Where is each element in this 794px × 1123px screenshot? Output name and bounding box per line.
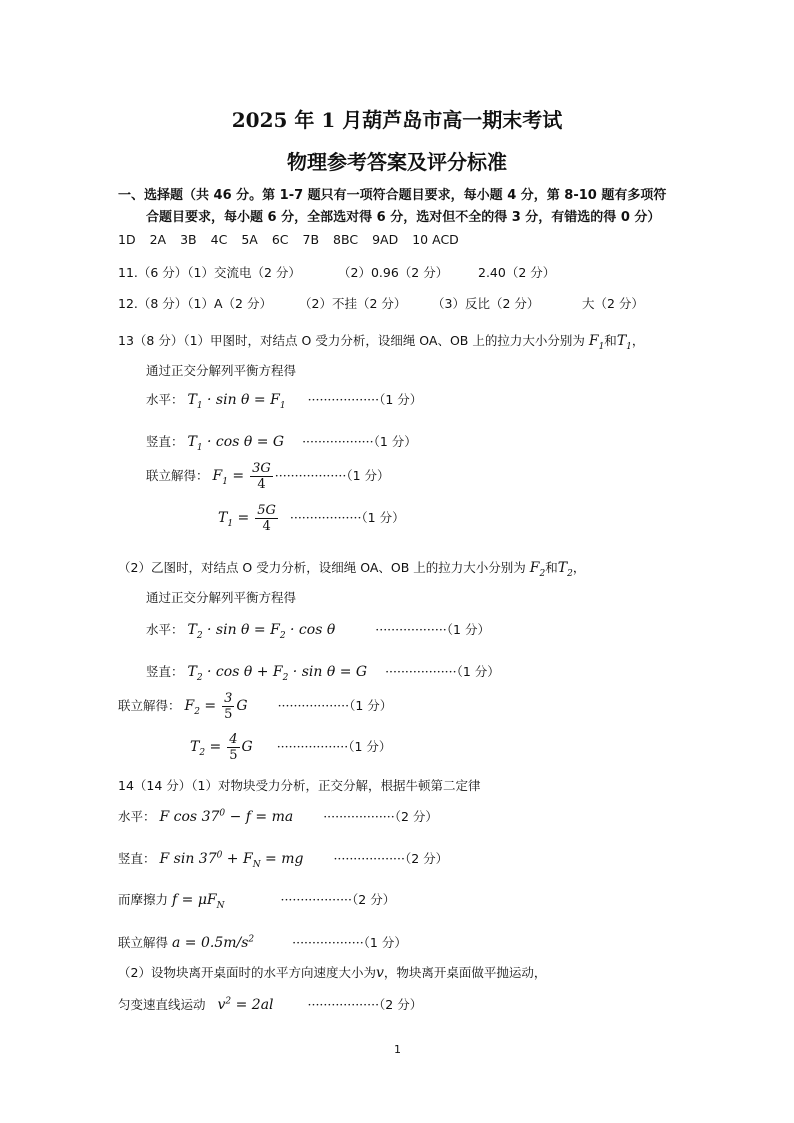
dots: ··················: [277, 698, 350, 713]
uniform-motion-label: 匀变速直线运动: [118, 997, 206, 1012]
q14-part2-text: （2）设物块离开桌面时的水平方向速度大小为: [118, 965, 376, 980]
section1-line2: 合题目要求，每小题 6 分，全部选对得 6 分，选对但不全的得 3 分，有错选的得 0 分）: [146, 210, 661, 225]
choice-3: 3B: [180, 232, 197, 247]
choice-5: 5A: [241, 232, 258, 247]
horizontal-label: 水平：: [118, 809, 156, 824]
q11-part2: （2）0.96（2 分）: [338, 265, 449, 280]
choice-10: 10 ACD: [412, 232, 459, 247]
score: （1 分）: [348, 739, 392, 754]
dots: ··················: [385, 664, 457, 679]
dots: ··················: [302, 434, 374, 449]
choice-4: 4C: [210, 232, 228, 247]
score: （2 分）: [379, 997, 423, 1012]
q13-intro-text: 13（8 分）（1）甲图时，对结点 O 受力分析，设细绳 OA、OB 上的拉力大小分别为: [118, 333, 585, 348]
score: （1 分）: [379, 392, 423, 407]
choice-6: 6C: [271, 232, 289, 247]
score: （2 分）: [394, 809, 438, 824]
choices-row: [118, 232, 459, 247]
q13-intro2: 通过正交分解列平衡方程得: [146, 363, 297, 378]
horizontal-label: 水平：: [146, 622, 184, 637]
q12-part4: 大（2 分）: [582, 296, 644, 311]
vertical-label: 竖直：: [146, 664, 184, 679]
q14-intro: 14（14 分）（1）对物块受力分析，正交分解，根据牛顿第二定律: [118, 778, 481, 793]
friction-label: 而摩擦力: [118, 892, 169, 907]
solve-label: 联立解得: [118, 935, 169, 950]
q13-eq1: 水平： $T_1 \cdot \sin \theta = F_1 \cdot\cdot\cdot\cdot\cdot\cdot\cdot\cdot\cdot\cdot\cdot\cdot\cdot\cdot\cdot\cdot\cdot\cdot(1$ 分）: [146, 392, 423, 411]
score: （1 分）: [349, 698, 393, 713]
choice-9: 9AD: [372, 232, 399, 247]
score: （1 分）: [363, 935, 407, 950]
dots: ··················: [323, 809, 395, 824]
q14-eq2: 竖直： F $\sin 37^0 + F_N$ = mg ··················（2 分）: [118, 850, 449, 870]
f1-symbol: $F_1$: [588, 333, 605, 352]
dots: ··················: [307, 997, 380, 1012]
q12-part3: （3）反比（2 分）: [432, 296, 540, 311]
q13-eq7: 联立解得： $F_2$ = $\frac{3}{5}$ G ··················（1 分）: [118, 691, 393, 722]
choice-8: 8BC: [333, 232, 359, 247]
q14-eq5: 匀变速直线运动 $v^2 = 2al \cdot\cdot\cdot\cdot\cdot\cdot\cdot\cdot\cdot\cdot\cdot\cdot\cdot\cdot\cdot\cdot\cdot\cdot(2$ 分）: [118, 996, 423, 1013]
q13-eq5: 水平： $T_2 \cdot \sin \theta = F_2 \cdot \cos \theta \cdot\cdot\cdot\cdot\cdot\cdot\cdot\cdot\cdot\cdot\cdot\cdot\cdot\cdot\cdot\cdot\cdot\cdot(1$ 分）: [146, 622, 490, 641]
page-number: 1: [394, 1043, 401, 1056]
q13-eq6: 竖直： $T_2 \cdot \cos \theta + F_2 \cdot \sin \theta = G \cdot\cdot\cdot\cdot\cdot\cdot\cdot\cdot\cdot\cdot\cdot\cdot\cdot\cdot\cdot\cdot\cdot\cdot(1$ 分）: [146, 664, 500, 683]
q13-eq2: 竖直： $T_1 \cdot \cos \theta = G \cdot\cdot\cdot\cdot\cdot\cdot\cdot\cdot\cdot\cdot\cdot\cdot\cdot\cdot\cdot\cdot\cdot\cdot(1$ 分）: [146, 434, 417, 453]
horizontal-label: 水平：: [146, 392, 184, 407]
q12-part1: 12.（8 分）（1）A（2 分）: [118, 296, 272, 311]
dots: ··················: [333, 851, 405, 866]
q11-part3: 2.40（2 分）: [478, 265, 556, 280]
q14-part2b-text: ，物块离开桌面做平抛运动，: [383, 965, 547, 980]
dots: ··················: [276, 739, 349, 754]
dots: ··················: [280, 892, 353, 907]
q14-eq4: 联立解得 $a = 0.5m/s^2 \cdot\cdot\cdot\cdot\cdot\cdot\cdot\cdot\cdot\cdot\cdot\cdot\cdot\cdot\cdot\cdot\cdot\cdot(1$ 分）: [118, 934, 407, 951]
q13-eq8: $T_2$ = $\frac{4}{5}$ G ··················（1 分）: [190, 732, 392, 763]
q13-part2-text: （2）乙图时，对结点 O 受力分析，设细绳 OA、OB 上的拉力大小分别为: [118, 560, 526, 575]
vertical-label: 竖直：: [146, 434, 184, 449]
score: （1 分）: [456, 664, 500, 679]
answer-title: 物理参考答案及评分标准: [287, 150, 507, 174]
dots: ··················: [289, 510, 362, 525]
score: （1 分）: [361, 510, 405, 525]
dots: ··················: [307, 392, 380, 407]
q13-intro: 13（8 分）（1）甲图时，对结点 O 受力分析，设细绳 OA、OB 上的拉力大小分别为 $F_1$和$T_1$，: [118, 333, 645, 352]
q13-eq3: 联立解得： $F_1$ = $\frac{3G}{4}$ ··················（1 分）: [146, 461, 390, 492]
choice-7: 7B: [302, 232, 320, 247]
score: （1 分）: [446, 622, 490, 637]
q14-part2: （2）设物块离开桌面时的水平方向速度大小为v，物块离开桌面做平抛运动，: [118, 965, 547, 981]
section1-line1: 一、选择题（共 46 分。第 1-7 题只有一项符合题目要求，每小题 4 分，第 8-10 题有多项符: [118, 188, 667, 203]
solve-label: 联立解得：: [118, 698, 181, 713]
q12-part2: （2）不挂（2 分）: [299, 296, 407, 311]
choice-1: 1D: [118, 232, 136, 247]
t1-symbol: $T_1$: [616, 333, 632, 352]
score: （2 分）: [404, 851, 449, 866]
exam-title: 2025 年 1 月葫芦岛市高一期末考试: [231, 108, 563, 132]
q14-eq1: 水平： F $\cos 37^0 - f$ = ma ··················（2 分）: [118, 808, 438, 825]
choice-2: 2A: [149, 232, 167, 247]
q13-part2: （2）乙图时，对结点 O 受力分析，设细绳 OA、OB 上的拉力大小分别为 $F_2$和$T_2$，: [118, 560, 586, 579]
dots: ··················: [375, 622, 447, 637]
solve-label: 联立解得：: [146, 468, 209, 483]
q11-part1: 11.（6 分）（1）交流电（2 分）: [118, 265, 301, 280]
score: （2 分）: [352, 892, 396, 907]
q13-eq4: $T_1$ = $\frac{5G}{4}$ ··················（1 分）: [218, 503, 405, 534]
score: （1 分）: [373, 434, 417, 449]
score: （1 分）: [346, 468, 390, 483]
q13-part2b: 通过正交分解列平衡方程得: [146, 590, 297, 605]
vertical-label: 竖直：: [118, 851, 156, 866]
dots: ··················: [274, 468, 347, 483]
dots: ··················: [292, 935, 364, 950]
q14-eq3: 而摩擦力 $f = \mu F_N \cdot\cdot\cdot\cdot\cdot\cdot\cdot\cdot\cdot\cdot\cdot\cdot\cdot\cdot\cdot\cdot\cdot\cdot(2$ 分）: [118, 892, 396, 911]
